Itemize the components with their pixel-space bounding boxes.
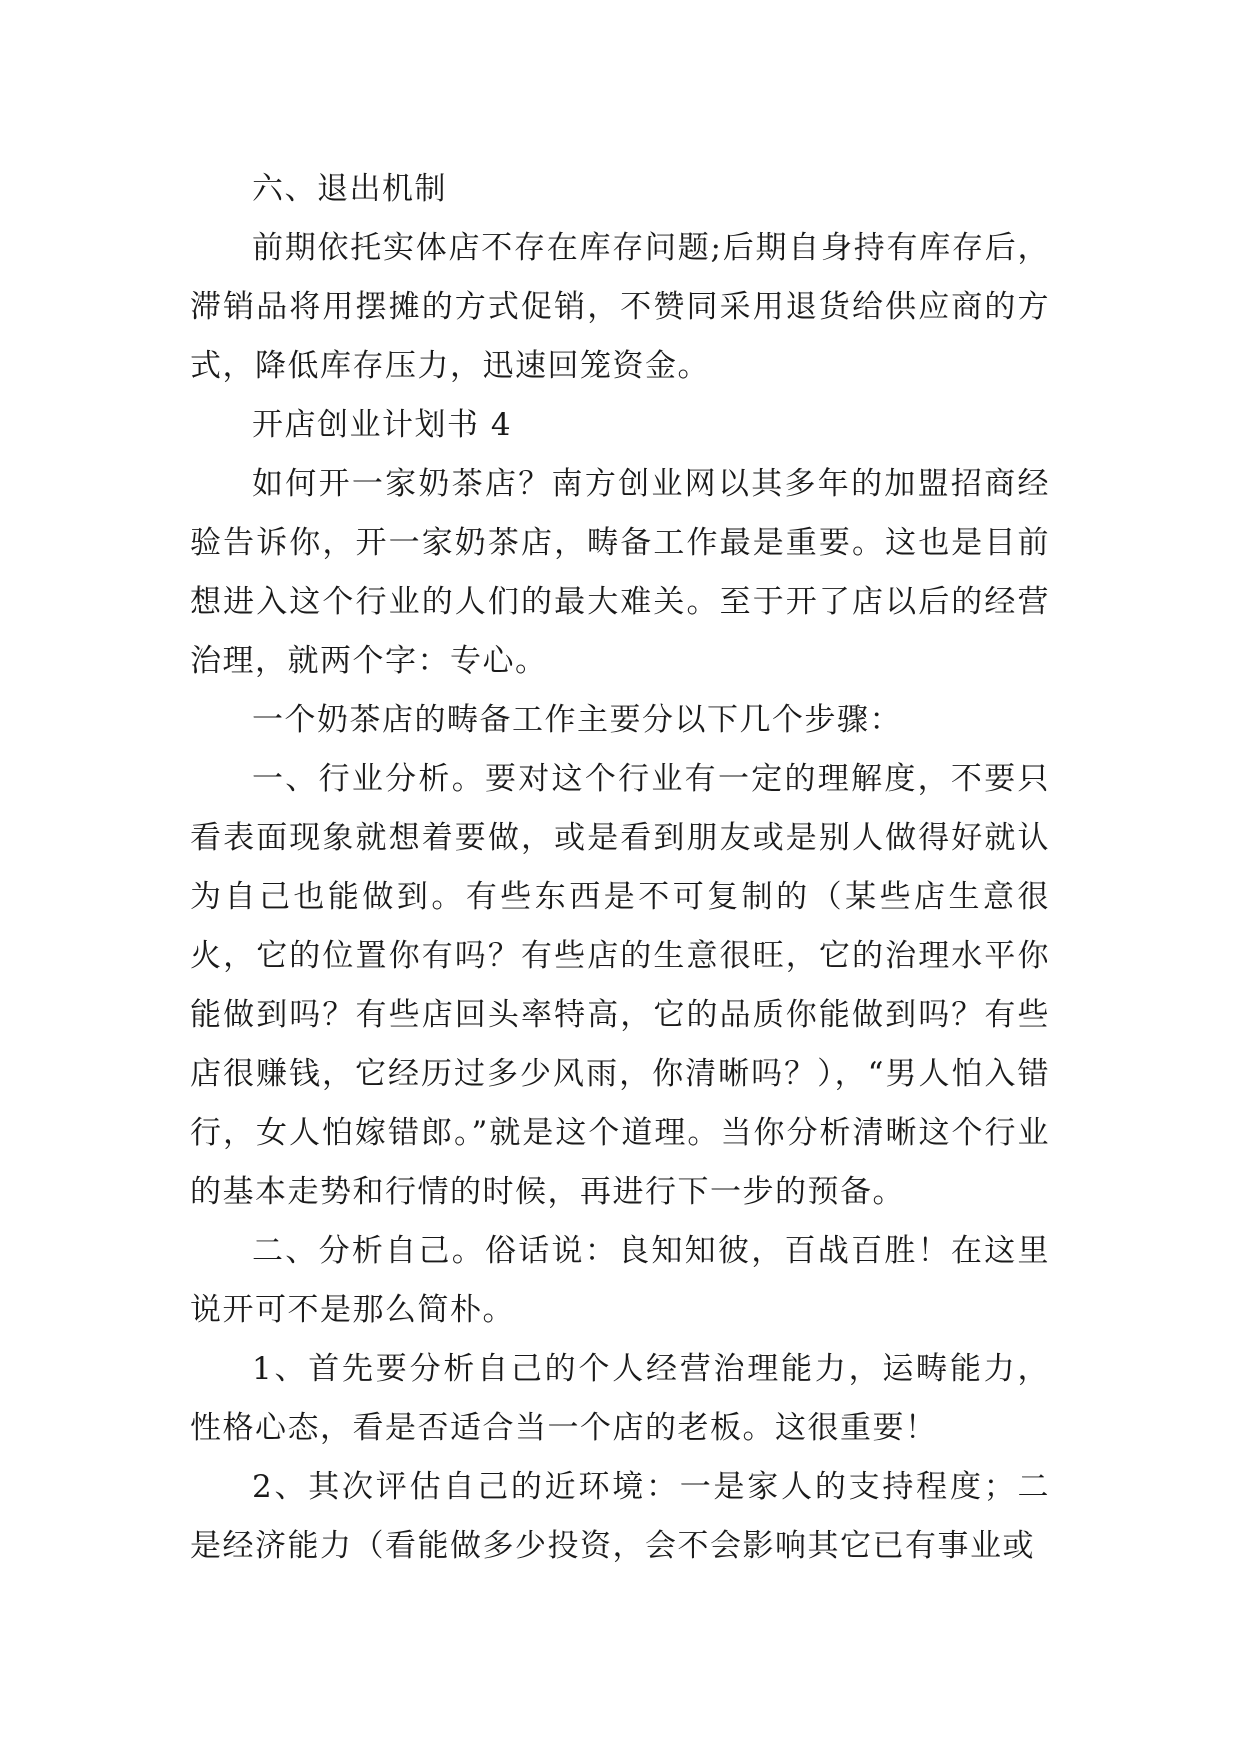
paragraph-point-2: 2、其次评估自己的近环境：一是家人的支持程度；二是经济能力（看能做多少投资，会不会影响其它已有事业或 (190, 1469, 1050, 1564)
paragraph-self-analysis: 二、分析自己。俗话说：良知知彼，百战百胜！在这里说开可不是那么简朴。 (190, 1233, 1050, 1328)
paragraph-industry-analysis: 一、行业分析。要对这个行业有一定的理解度，不要只看表面现象就想着要做，或是看到朋友或是别人做得好就认为自己也能做到。有些东西是不可复制的（某些店生意很火，它的位置你有吗？有些店的生意很旺，它的治理水平你能做到吗？有些店回头率特高，它的品质你能做到吗？有些店很赚钱，它经历过多少风雨，你清晰吗？），“男人怕入错行，女人怕嫁错郎。”就是这个道理。当你分析清晰这个行业的基本走势和行情的时候，再进行下一步的预备。 (190, 761, 1050, 1210)
document-body (190, 160, 1050, 1576)
paragraph-steps-intro: 一个奶茶店的畴备工作主要分以下几个步骤： (252, 702, 902, 738)
section-heading-plan-4: 开店创业计划书 4 (252, 407, 513, 443)
paragraph-intro: 如何开一家奶茶店？南方创业网以其多年的加盟招商经验告诉你，开一家奶茶店，畴备工作最是重要。这也是目前想进入这个行业的人们的最大难关。至于开了店以后的经营治理，就两个字：专心。 (190, 466, 1050, 679)
paragraph-inventory: 前期依托实体店不存在库存问题;后期自身持有库存后，滞销品将用摆摊的方式促销，不赞同采用退货给供应商的方式，降低库存压力，迅速回笼资金。 (190, 230, 1050, 384)
paragraph-point-1: 1、首先要分析自己的个人经营治理能力，运畴能力，性格心态，看是否适合当一个店的老板。这很重要！ (190, 1351, 1050, 1446)
section-heading-exit-mechanism: 六、退出机制 (252, 171, 447, 207)
